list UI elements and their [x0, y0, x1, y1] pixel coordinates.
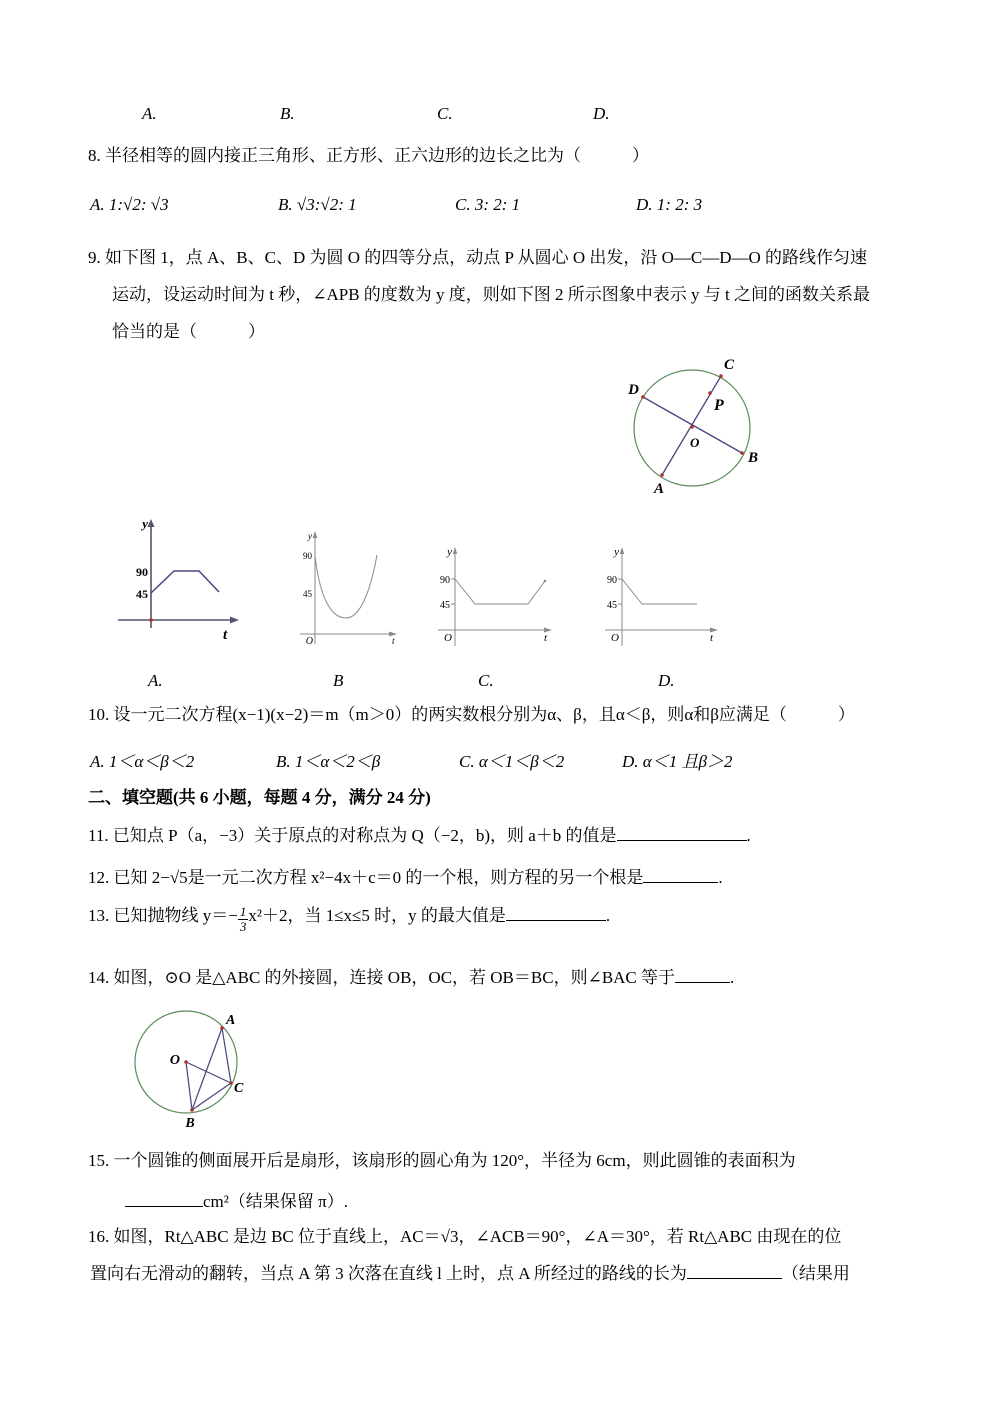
- q10-option-d: D. α＜1 且β＞2: [622, 752, 733, 771]
- q13-prefix: 13. 已知抛物线 y＝−: [88, 906, 238, 925]
- q12-text: 12. 已知 2−√5是一元二次方程 x²−4x＋c＝0 的一个根，则方程的另一个根是: [88, 868, 644, 887]
- q15-line2: [125, 1191, 348, 1213]
- q10-option-a: A. 1＜α＜β＜2: [90, 752, 195, 771]
- curve: [622, 579, 697, 604]
- q14-period: .: [730, 968, 735, 987]
- q9-option-a: A.: [148, 671, 163, 690]
- q16-line2-suffix: （结果用: [781, 1264, 850, 1283]
- tick-45: 45: [136, 587, 148, 601]
- point-c-dot: [719, 374, 723, 378]
- q12-line: [88, 867, 723, 889]
- label-c: C: [234, 1081, 244, 1096]
- point-b-dot: [740, 451, 744, 455]
- tick-45: 45: [303, 589, 312, 599]
- y-axis-arrow: [620, 547, 624, 554]
- q13-line: [88, 905, 610, 934]
- section2-title: 二、填空题(共 6 小题，每题 4 分，满分 24 分): [88, 788, 431, 807]
- label-c: C: [724, 357, 735, 373]
- curve: [455, 579, 545, 604]
- q9-circle-figure: [612, 352, 782, 502]
- q15-line1: 15. 一个圆锥的侧面展开后是扇形，该扇形的圆心角为 120°，半径为 6cm，则此圆锥的表面积为: [88, 1151, 796, 1170]
- q9-option-d: D.: [658, 671, 675, 690]
- point-p-dot: [708, 391, 712, 395]
- label-o: O: [169, 1053, 180, 1068]
- fraction-denominator: 3: [239, 919, 247, 934]
- y-axis-arrow: [313, 531, 318, 538]
- q11-period: .: [746, 826, 751, 845]
- x-axis-label: t: [710, 632, 714, 644]
- q9-graph-a: [115, 515, 250, 650]
- q10-option-c: C. α＜1＜β＜2: [459, 752, 565, 771]
- y-axis-arrow: [453, 547, 457, 554]
- label-d: D: [628, 382, 639, 398]
- q9-graph-d: [600, 545, 722, 650]
- q7-option-b: B.: [280, 104, 295, 123]
- segment-ab: [192, 1028, 222, 1110]
- q15-answer-blank: [125, 1191, 203, 1207]
- q13-suffix: x²＋2，当 1≤x≤5 时，y 的最大值是: [248, 906, 506, 925]
- q16-line1: 16. 如图，Rt△ABC 是边 BC 位于直线上，AC＝√3，∠ACB＝90°，∠A＝30°，若 Rt△ABC 由现在的位: [88, 1227, 842, 1246]
- q12-period: .: [718, 868, 723, 887]
- y-axis-label: y: [308, 531, 312, 541]
- label-o: O: [690, 435, 700, 450]
- q16-line2-prefix: 置向右无滑动的翻转，当点 A 第 3 次落在直线 l 上时，点 A 所经过的路线的长为: [90, 1264, 687, 1283]
- point-d-dot: [641, 395, 645, 399]
- one-third-fraction: [238, 905, 249, 933]
- point-c-dot: [229, 1081, 233, 1085]
- origin-label: O: [611, 632, 619, 644]
- q7-option-d: D.: [593, 104, 610, 123]
- q14-answer-blank: [675, 967, 730, 983]
- tick-90: 90: [607, 575, 617, 586]
- x-axis-label: t: [392, 636, 395, 646]
- label-a: A: [653, 481, 665, 497]
- q14-line: [88, 967, 734, 989]
- curve-end-dot: [544, 580, 547, 583]
- y-axis-label: y: [447, 546, 452, 558]
- q9-option-b: B: [333, 671, 344, 690]
- q8-text: 8. 半径相等的圆内接正三角形、正方形、正六边形的边长之比为（ ）: [88, 146, 649, 165]
- point-b-dot: [190, 1108, 194, 1112]
- q13-answer-blank: [506, 905, 606, 921]
- origin-label: O: [305, 636, 313, 647]
- q16-line2: [90, 1263, 850, 1285]
- segment-ob: [186, 1062, 192, 1110]
- q15-line2-suffix: cm²（结果保留 π）.: [203, 1192, 348, 1211]
- fraction-numerator: 1: [239, 904, 247, 920]
- q11-line: [88, 825, 751, 847]
- q16-answer-blank: [687, 1263, 782, 1279]
- q9-graph-b: [296, 528, 401, 650]
- label-a: A: [226, 1013, 236, 1028]
- q9-text-line1: 9. 如下图 1，点 A、B、C、D 为圆 O 的四等分点，动点 P 从圆心 O 出发，沿 O—C—D—O 的路线作匀速: [88, 248, 868, 267]
- origin-label: O: [444, 632, 452, 644]
- tick-90: 90: [440, 575, 450, 586]
- q13-period: .: [605, 906, 611, 925]
- tick-45: 45: [440, 600, 450, 611]
- q11-text: 11. 已知点 P（a，−3）关于原点的对称点为 Q（−2，b)，则 a＋b 的值是: [88, 826, 617, 845]
- x-axis-label: t: [223, 627, 228, 643]
- q9-text-line2: 运动，设运动时间为 t 秒，∠APB 的度数为 y 度，则如下图 2 所示图象中表示 y 与 t 之间的函数关系最: [112, 285, 871, 304]
- q8-option-b: B. √3:√2: 1: [278, 195, 357, 214]
- point-o-dot: [690, 425, 694, 429]
- y-axis-arrow: [148, 519, 155, 527]
- point-o-dot: [184, 1060, 188, 1064]
- tick-45: 45: [607, 600, 617, 611]
- curve: [315, 555, 377, 618]
- q10-option-b: B. 1＜α＜2＜β: [276, 752, 381, 771]
- point-a-dot: [220, 1026, 224, 1030]
- curve: [151, 571, 219, 593]
- y-axis-label: y: [614, 546, 619, 558]
- x-axis-label: t: [544, 632, 548, 644]
- q11-answer-blank: [617, 825, 747, 841]
- origin-dot: [149, 618, 153, 622]
- q14-circle-figure: [130, 1005, 255, 1130]
- label-b: B: [185, 1116, 195, 1131]
- q8-option-d: D. 1: 2: 3: [636, 195, 703, 214]
- q8-option-a: A. 1:√2: √3: [90, 195, 169, 214]
- label-p: P: [714, 397, 724, 414]
- q7-option-c: C.: [437, 104, 453, 123]
- q7-option-a: A.: [142, 104, 157, 123]
- tick-90: 90: [303, 551, 312, 561]
- q9-option-c: C.: [478, 671, 494, 690]
- y-axis-label: y: [142, 516, 148, 531]
- q12-answer-blank: [643, 867, 718, 883]
- q14-text: 14. 如图，⊙O 是△ABC 的外接圆，连接 OB，OC，若 OB＝BC，则∠BAC 等于: [88, 968, 676, 987]
- tick-90: 90: [136, 565, 148, 579]
- q9-text-line3: 恰当的是（ ）: [112, 322, 265, 341]
- q8-option-c: C. 3: 2: 1: [455, 195, 521, 214]
- label-b: B: [748, 450, 759, 466]
- q9-graph-c: [435, 545, 555, 650]
- point-a-dot: [660, 473, 664, 477]
- q10-text: 10. 设一元二次方程(x−1)(x−2)＝m（m＞0）的两实数根分别为α、β，且α＜β，则α和β应满足（ ）: [88, 705, 855, 724]
- x-axis-arrow: [230, 617, 239, 624]
